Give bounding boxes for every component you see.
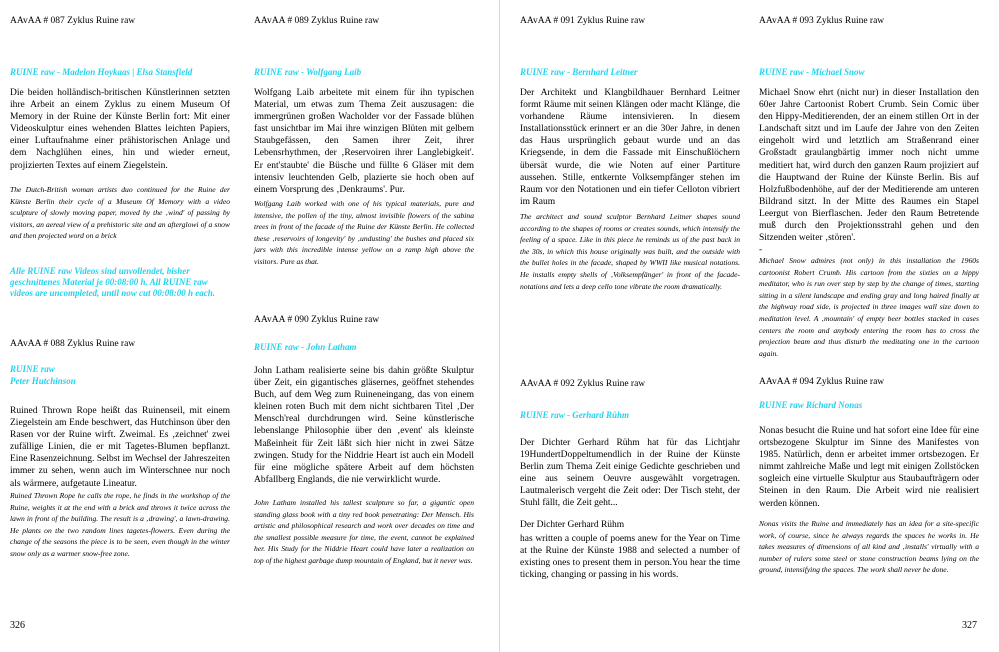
section-title-091: RUINE raw - Bernhard Leitner [520,67,638,77]
english-text-090: John Latham installed his tallest sculpture so far, a gigantic open standing glass book with a tiny red book penetrating: Der Mensch. His artistic and philosophical research and work over decades on time and the smallest possible measure for time, the event, cannot be explained her. His Study for the Niddrie Heart could have later a realization on top of the highest garbage dump mountain of England, but it never was. [254,498,474,565]
section-header-088: AAvAA # 088 Zyklus Ruine raw [10,339,136,349]
english-text-091: The architect and sound sculptor Bernhard Leitner shapes sound according to the shapes of rooms or creates sounds, which intensify the feeling of a space. Like in this piece he reminds us of the past back in the 30s, in which this house originally was built, and the outside with the bullet holes in the facade, shaped by WWII like musical notations. He installs empty shells of ‚Volksempfänger' in front of the facade-notations and lets a deep cello tone vibrate the room dramatically. [520,212,740,291]
german-text-091: Der Architekt und Klangbildhauer Bernhard Leitner formt Räume mit seinen Klängen oder macht Klänge, die vorhandene Räume intensivieren. In diesem Installationsstück erinnert er an die 30er Jahre, in denen das Haus ursprünglich gebaut wurde und an das Kriegsende, in dem die Fassade mit Einschußlöchern übersät wurde, die wie Noten auf einer Partiture aussehen. Stille, entkernte Volksempfänger stehen im Raum vor den Notationen und ein tiefer Celloton vibriert im Raum [520,88,740,207]
english-text-092: has written a couple of poems anew for the Year on Time at the Ruine der Künste 1988 and selected a number of existing ones to present them in person.You hear the time ticking, changing or passing in his words. [520,534,740,581]
section-header-087: AAvAA # 087 Zyklus Ruine raw [10,16,136,26]
section-title-088: RUINE raw [10,364,55,374]
section-title-089: RUINE raw - Wolfgang Laib [254,67,362,77]
german-text-087: Die beiden holländisch-britischen Künstlerinnen setzten ihre Arbeit an einem Zyklus zu einem Museum Of Memory in der Ruine der Künste Berlin fort: Mit einer Videoskulptur eines wehenden Blattes leichten Papiers, einer Luftaufnahme einer prähistorischen Anlage und dem Nachglühen eines, hin und wieder erneut, projizierten Textes auf einem Ziegelstein. [10,88,230,171]
column-3 [520,0,740,610]
german-text-093: Michael Snow ehrt (nicht nur) in dieser Installation den 60er Jahre Cartoonist Robert Crumb. Sein Comic über den Hippy-Meditierenden, der an einem stillen Ort in der Landschaft sitzt und im Laufe der Jahre von den Zeiten eingeholt wird und letztlich am Straßenrand einer Großstadt graulangbärtig immer noch nicht umme meditiert hat, wird durch den ganzen Raum projiziert auf die Hauptwand der Ruine der Künste Berlin. Bis auf Holzfußbodenhöhe, auf der der Meditierende am unteren Bildrand sitzt. In der Mitte des Raumes ein Stapel Leergut von Bierflaschen. Jeder den Raum Betretende muß durch den Projektionsstrahl gehen und den Sitzenden weiter ‚stören'. [759,88,979,244]
column-2 [254,0,474,610]
english-text-089: Wolfgang Laib worked with one of his typical materials, pure and intensive, the pollen of the tiny, almost invisible flowers of the sabina trees in front of the facade of the Ruine der Künste Berlin. He collected these ‚reservoirs of longevity' by ‚undusting' the bushes and placed six jars with this incredible intense yellow on a ramp high above the visitors. Pure as that. [254,199,474,266]
german-text-090: John Latham realisierte seine bis dahin größte Skulptur über Zeit, ein gigantisches gläsernes, geöffnet stehendes Buch, auf dem Weg zum Ruineneingang, das von einem kleinen roten Buch mit dem nicht sichtbaren Titel ‚Der Mensch'real durchdrungen wird. Seine künstlerische lebenslange Philosophie über den ‚event' als kleinste Maßeinheit für Zeit läßt sich hier nicht in zwei Sätze zwingen. Study for the Niddrie Heart ist auch ein Modell für eine mögliche spätere Arbeit auf dem höchsten Abfallberg Englands, die nie verwirklicht wurde. [254,366,474,485]
section-header-090: AAvAA # 090 Zyklus Ruine raw [254,315,380,325]
section-header-091: AAvAA # 091 Zyklus Ruine raw [520,16,646,26]
column-1 [10,0,230,610]
section-title-092: RUINE raw - Gerhard Rühm [520,410,630,420]
section-title-093: RUINE raw - Michael Snow [759,67,865,77]
english-text-087: The Dutch-British woman artists duo continued for the Ruine der Künste Berlin their cycle of a Museum Of Memory with a video sculpture of slowly moving paper, moved by the ‚wind' of passing by visitors, an aereal view of a prehistoric site and an afterglowi of a snow and then projected word on a brick [10,185,230,241]
english-text-088: Ruined Thrown Rope he calls the rope, he finds in the workshop of the Ruine, weights it at the end with a brick and throws it twice across the lawn in front of the building. The result is a ‚drawing', a lawn-drawing. He plants on the two random lines tagetes-flowers. Even during the change of the seasons the piece is to be seen, even though in the winter snow only as a warmer snow-free zone. [10,491,230,558]
page-fold [499,0,500,652]
separator-dash-093: - [759,245,763,255]
section-title-087: RUINE raw - Madelon Hoykaas | Elsa Stansfield [10,67,193,77]
section-header-094: AAvAA # 094 Zyklus Ruine raw [759,377,885,387]
section-header-089: AAvAA # 089 Zyklus Ruine raw [254,16,380,26]
english-text-093: Michael Snow admires (not only) in this installation the 1960s cartoonist Robert Crumb. His cartoon from the sixties on a hippy meditator, who is run over step by step by the change of times, starting sitting in a silent landscape and ending gray and long haired finally at the highway road side, is projected in three images wall size down to meditation level. A ‚mountain' of empty beer bottles stacked in cases centers the room and anybody entering the room has to cross the projection beam and thus disturb the meditating one in the cartoon again. [759,256,979,358]
german-text-088: Ruined Thrown Rope heißt das Ruinenseil, mit einem Ziegelstein am Ende beschwert, das Hutchinson über den Rasen vor der Ruine wirft. Zweimal. Es ‚zeichnet' zwei zufällige Linien, die er mit Tagetes-Blumen bepflanzt. Eine Rasenzeichnung. Selbst im Wechsel der Jahreszeiten immer zu sehen, wenn auch im Winterschnee nur noch als wärmere, aufgetaute Lineatur. [10,406,230,489]
video-note-087: Alle RUINE raw Videos sind unvollendet, bisher geschnittenes Material je 00:08:00 h. All RUINE raw videos are uncompleted, until now cut 00:08:00 h each. [10,266,216,298]
section-title-094: RUINE raw Richard Nonas [759,400,863,410]
poet-name-092: Der Dichter Gerhard Rühm [520,520,625,530]
german-text-089: Wolfgang Laib arbeitete mit einem für ihn typischen Material, um etwas zum Thema Zeit auszusagen: die immergrünen großen Wacholder vor der Fassade blühen fast unsichtbar im Mai ihre winzigen Blüten mit gelbem Staubgefässen, den Samen ihrer Zeit, ihrer Lebensrhythmen, der ‚Reservoiren ihrer Langlebigkeit'. Er ent'staubte' die Büsche und füllte 6 Gläser mit dem intensiv leuchtenden Gelb, plazierte sie hoch oben auf einem Vorsprung des ‚Denkraums'. Pur. [254,88,474,195]
page-number-right: 327 [962,620,977,631]
english-text-094: Nonas visits the Ruine and immediately has an idea for a site-specific work, of course, since he always regards the spaces he works in. He takes measures of dimensions of all kind and ‚installs' virtually with a number of rulers some steel or stone construction beams lying on the ground, intensifying the spaces. The work shall never be done. [759,519,979,575]
column-4 [759,0,979,610]
section-subtitle-088: Peter Hutchinson [10,376,76,386]
german-text-094: Nonas besucht die Ruine und hat sofort eine Idee für eine ortsbezogene Skulptur im Sinne des Manifestes von 1985. Natürlich, denn er arbeitet immer ortsbezogen. Er nimmt zahlreiche Maße und legt mit einigen Zollstöcken sogleich eine virtuelle Skulptur aus Staubaufträgern oder Steinen in den Raum. Die Arbeit wird nie realisiert werden können. [759,426,979,509]
page-number-left: 326 [10,620,25,631]
section-header-093: AAvAA # 093 Zyklus Ruine raw [759,16,885,26]
section-title-090: RUINE raw - John Latham [254,342,357,352]
section-header-092: AAvAA # 092 Zyklus Ruine raw [520,379,646,389]
german-text-092: Der Dichter Gerhard Rühm hat für das Lichtjahr 19HundertDoppeltumendlich in der Ruine der Künste Berlin zum Thema Zeit einige Gedichte geschrieben und eine aus seinem Oeuvre ausgewählt vorgetragen. Lautmalerisch vergeht die Zeit oder: Der Tisch steht, der Stuhl fällt, die Zeit geht... [520,438,740,509]
